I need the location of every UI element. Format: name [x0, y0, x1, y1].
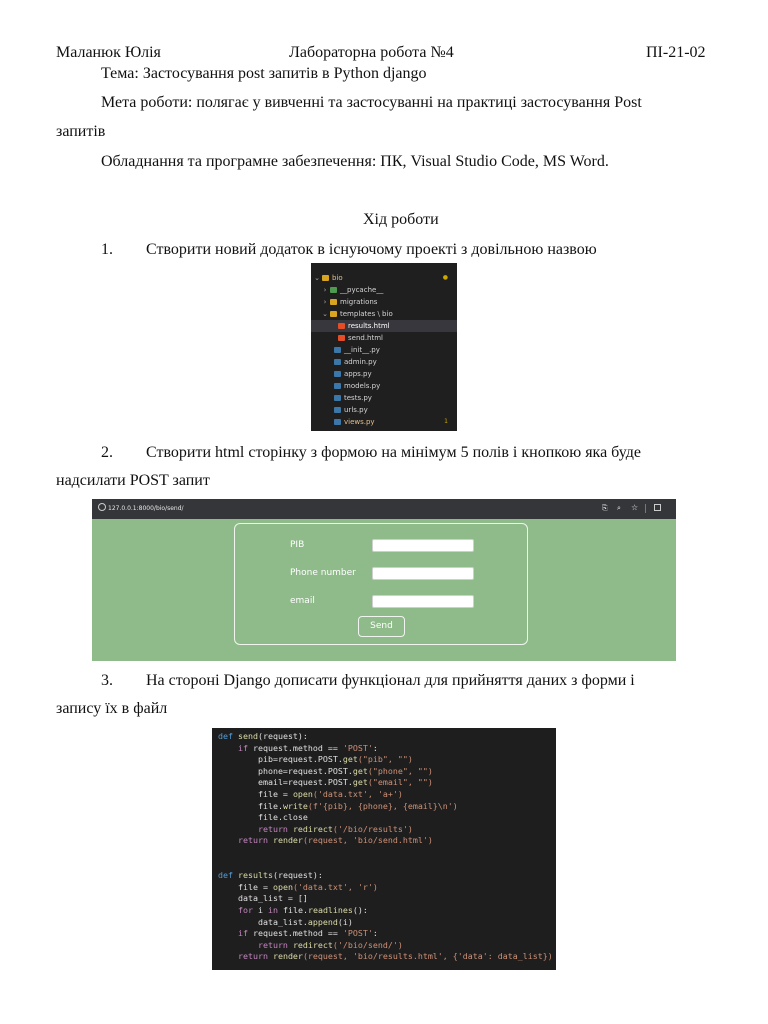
code-token: 'POST'	[342, 742, 373, 753]
chevron-right-icon[interactable]: ›	[323, 286, 327, 294]
code-token: def	[218, 731, 238, 741]
code-token: open	[272, 881, 293, 892]
address-bar[interactable]: 127.0.0.1:8000/bio/send/	[108, 505, 184, 512]
code-line	[218, 882, 378, 894]
code-token: return	[218, 939, 293, 950]
code-token: readlines	[307, 905, 353, 915]
code-token: ("email", "")	[367, 777, 433, 788]
code-token: redirect	[292, 823, 333, 834]
send-button[interactable]: Send	[358, 616, 405, 637]
code-token: file =	[218, 789, 293, 799]
step-text-continued: надсилати POST запит	[56, 472, 210, 489]
step-text: На стороні Django дописати функціонал для прийняття даних з форми і	[146, 672, 635, 689]
code-token: append	[307, 916, 338, 927]
code-token: return	[218, 835, 273, 846]
file-tree-item[interactable]	[311, 272, 457, 284]
step-text: Створити html сторінку з формою на мінімум 5 полів і кнопкою яка буде	[146, 444, 641, 461]
zoom-icon[interactable]: ⌕	[617, 504, 621, 512]
code-token: i	[257, 905, 268, 915]
code-token: (i)	[337, 916, 353, 927]
contact-form	[234, 523, 528, 645]
step-text-continued: запису їх в файл	[56, 700, 168, 717]
step-text: Створити новий додаток в існуючому проекті з довільною назвою	[146, 241, 597, 258]
email-label: email	[290, 596, 315, 606]
chevron-down-icon[interactable]: ⌄	[322, 310, 328, 318]
code-token: get	[342, 754, 358, 765]
code-token: ('data.txt', 'r')	[292, 881, 378, 892]
folder-icon	[330, 287, 337, 293]
code-line	[218, 835, 433, 847]
email-input[interactable]	[372, 595, 474, 608]
file-tree-label: urls.py	[344, 406, 368, 414]
code-line	[218, 777, 433, 789]
folder-icon	[330, 299, 337, 305]
browser-toolbar	[92, 499, 676, 519]
code-token: return	[218, 823, 293, 834]
code-line	[218, 905, 368, 917]
file-tree-label: __pycache__	[340, 286, 384, 294]
code-token: send	[237, 731, 258, 741]
step-number: 3.	[101, 672, 113, 689]
file-tree-item[interactable]	[311, 344, 457, 356]
code-line	[218, 940, 403, 952]
file-explorer-screenshot	[311, 263, 457, 431]
problem-badge: 1	[444, 418, 448, 425]
chevron-right-icon[interactable]: ›	[323, 298, 327, 306]
header-title: Лабораторна робота №4	[289, 44, 454, 61]
python-file-icon	[334, 383, 341, 389]
browser-screenshot	[92, 499, 676, 661]
html-file-icon	[338, 323, 345, 329]
file-tree-item[interactable]	[311, 368, 457, 380]
code-token: (request):	[257, 731, 308, 741]
code-token: (f'{pib}, {phone}, {email}\n')	[307, 800, 458, 811]
topic: Тема: Застосування post запитів в Python django	[101, 65, 427, 82]
code-token: request.method ==	[252, 928, 343, 939]
star-icon[interactable]: ☆	[631, 503, 639, 512]
code-token: ():	[352, 905, 368, 915]
code-token: email=request.POST.	[218, 777, 353, 788]
file-tree-label: bio	[332, 274, 343, 282]
file-tree-item[interactable]	[311, 416, 457, 428]
code-token: ('data.txt', 'a+')	[312, 789, 403, 799]
file-tree-item[interactable]	[311, 392, 457, 404]
code-token: file.	[218, 800, 283, 811]
code-line	[218, 789, 403, 801]
file-tree-item[interactable]	[311, 320, 457, 332]
code-token: ("pib", "")	[357, 754, 413, 765]
code-token: return	[218, 951, 273, 962]
file-tree-item[interactable]	[311, 356, 457, 368]
code-token: results	[237, 870, 273, 881]
header-author: Маланюк Юлія	[56, 44, 161, 61]
code-token: (request, 'bio/results.html', {'data': data_list})	[302, 951, 553, 962]
code-line	[218, 824, 413, 836]
file-tree-label: models.py	[344, 382, 381, 390]
code-line	[218, 801, 458, 813]
code-token: phone=request.POST.	[218, 765, 353, 776]
file-tree-label: tests.py	[344, 394, 372, 402]
python-file-icon	[334, 371, 341, 377]
file-tree-label: send.html	[348, 334, 384, 342]
file-tree-label: __init__.py	[344, 346, 380, 354]
code-line	[218, 928, 378, 940]
code-token: ('/bio/results')	[332, 823, 413, 834]
file-tree-label: migrations	[340, 298, 378, 306]
code-line	[218, 743, 378, 755]
translate-icon[interactable]: ⎘	[602, 504, 608, 512]
code-token: data_list = []	[218, 893, 308, 904]
code-token: :	[372, 742, 378, 753]
problem-badge: ●	[442, 274, 448, 281]
equipment: Обладнання та програмне забезпечення: ПК, Visual Studio Code, MS Word.	[101, 153, 609, 170]
file-tree-label: admin.py	[344, 358, 377, 366]
code-line	[218, 754, 413, 766]
code-token: if	[218, 928, 253, 939]
code-token: file.	[282, 905, 308, 915]
code-token: def	[218, 870, 238, 881]
code-token: (request, 'bio/send.html')	[302, 835, 433, 846]
file-tree-label: apps.py	[344, 370, 372, 378]
chevron-down-icon[interactable]: ⌄	[314, 274, 320, 282]
code-token: render	[272, 835, 303, 846]
phone-input[interactable]	[372, 567, 474, 580]
code-line	[218, 731, 308, 743]
code-token: write	[282, 800, 308, 811]
code-line	[218, 951, 553, 963]
code-token: file.close	[218, 812, 308, 823]
file-tree-item-partial	[311, 263, 457, 267]
folder-icon	[330, 311, 337, 317]
code-token: redirect	[292, 939, 333, 950]
site-info-icon[interactable]	[98, 503, 106, 511]
code-token: data_list.	[218, 916, 308, 927]
html-file-icon	[338, 335, 345, 341]
header-group: ПІ-21-02	[646, 44, 706, 61]
code-token: render	[272, 951, 303, 962]
code-token: 'POST'	[342, 928, 373, 939]
code-token: request.method ==	[252, 742, 343, 753]
code-token: open	[292, 789, 313, 799]
pib-label: PIB	[290, 540, 305, 550]
code-token: if	[218, 742, 253, 753]
section-title: Хід роботи	[363, 211, 439, 228]
code-token: get	[352, 777, 368, 788]
code-token: (request):	[272, 870, 323, 881]
step-number: 2.	[101, 444, 113, 461]
goal-line-1: Мета роботи: полягає у вивченні та застосуванні на практиці застосування Post	[101, 94, 642, 111]
file-tree-item[interactable]	[311, 380, 457, 392]
step-number: 1.	[101, 241, 113, 258]
code-token: ("phone", "")	[367, 765, 433, 776]
code-token: pib=request.POST.	[218, 754, 343, 765]
folder-icon	[322, 275, 329, 281]
file-tree-item[interactable]	[311, 284, 457, 296]
code-token: for	[218, 905, 258, 915]
python-file-icon	[334, 395, 341, 401]
code-line	[218, 893, 308, 905]
toolbar-divider	[645, 504, 646, 513]
code-line	[218, 766, 433, 778]
file-tree-label: templates \ bio	[340, 310, 393, 318]
code-token: in	[267, 905, 283, 915]
code-line	[218, 917, 353, 929]
extensions-icon[interactable]	[654, 504, 661, 511]
code-screenshot	[212, 728, 556, 970]
file-tree-label: results.html	[348, 322, 390, 330]
code-token: :	[372, 928, 378, 939]
python-file-icon	[334, 419, 341, 425]
code-token: ('/bio/send/')	[332, 939, 403, 950]
file-tree-item[interactable]	[311, 296, 457, 308]
python-file-icon	[334, 407, 341, 413]
code-token: file =	[218, 881, 273, 892]
file-tree-label: views.py	[344, 418, 375, 426]
phone-label: Phone number	[290, 568, 356, 578]
file-tree-item[interactable]	[311, 308, 457, 320]
pib-input[interactable]	[372, 539, 474, 552]
file-tree-item[interactable]	[311, 404, 457, 416]
python-file-icon	[334, 359, 341, 365]
python-file-icon	[334, 347, 341, 353]
code-line	[218, 812, 308, 824]
file-tree-item[interactable]	[311, 332, 457, 344]
code-line	[218, 870, 323, 882]
code-token: get	[352, 765, 368, 776]
goal-line-2: запитів	[56, 123, 106, 140]
